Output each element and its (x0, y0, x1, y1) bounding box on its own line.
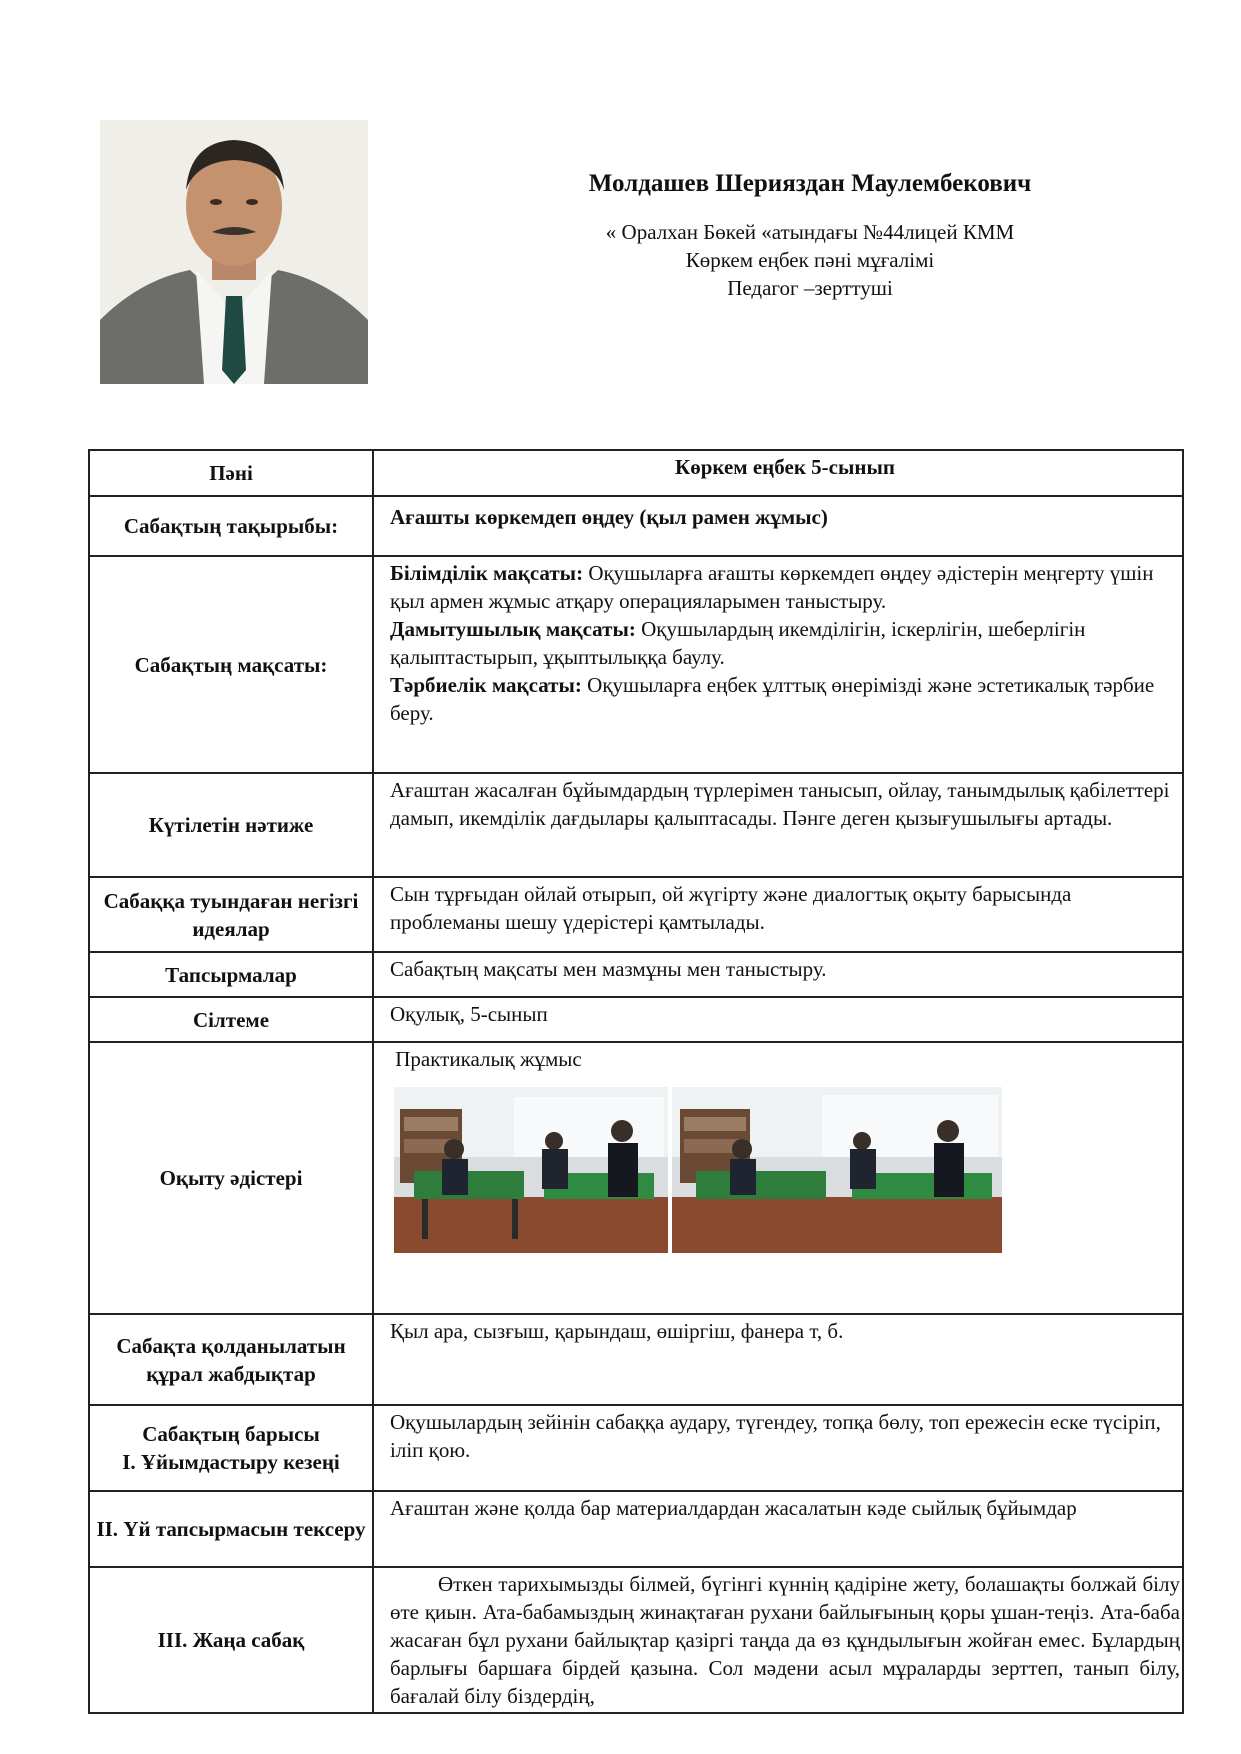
goal-educational (390, 559, 1180, 615)
table-row (89, 997, 1183, 1042)
table-row (89, 952, 1183, 997)
table-row (89, 556, 1183, 773)
goal-educational-text: Оқушыларға ағашты көркемдеп өңдеу әдістерін меңгерту үшін қыл армен жұмыс атқару операцияларымен таныстыру. (390, 561, 1154, 613)
reference-label: Сілтеме (89, 997, 373, 1042)
goal-upbringing-title: Тәрбиелік мақсаты: (390, 673, 582, 697)
stage2-value: Ағаштан және қолда бар материалдардан жасалатын кәде сыйлық бұйымдар (373, 1491, 1183, 1567)
table-row (89, 1042, 1183, 1314)
topic-value: Ағашты көркемдеп өңдеу (қыл рамен жұмыс) (373, 496, 1183, 556)
goal-developmental (390, 615, 1180, 671)
methods-text: Практикалық жұмыс (390, 1047, 582, 1071)
stage1-label (89, 1405, 373, 1491)
stage2-label: ІІ. Үй тапсырмасын тексеру (89, 1491, 373, 1567)
tasks-value: Сабақтың мақсаты мен мазмұны мен таныстыру. (373, 952, 1183, 997)
methods-value (373, 1042, 1183, 1314)
teacher-role: Педагог –зерттуші (727, 276, 893, 300)
stage3-value: Өткен тарихымызды білмей, бүгінгі күннің қадіріне жету, болашақты болжай білу өте қиын. Ата-бабамыздың жинақтаған рухани байлығының қоры ұшан-теңіз. Ата-баба жасаған бұл рухани байлықтар қазіргі таңда да өз құндылығын жойған емес. Бұлардың барлығы баршаға бірдей қазына. Сол мәдени асыл мұраларды зерттеп, танып білу, бағалай білу біздердің, (373, 1567, 1183, 1713)
teacher-photo (100, 120, 368, 384)
goal-upbringing-text: Оқушыларға еңбек ұлттық өнерімізді және эстетикалық тәрбие беру. (390, 673, 1155, 725)
classroom-photos (394, 1087, 1180, 1253)
lesson-plan-table (88, 449, 1184, 1714)
methods-label: Оқыту әдістері (89, 1042, 373, 1314)
goal-value (373, 556, 1183, 773)
table-row (89, 1491, 1183, 1567)
teacher-position: Көркем еңбек пәні мұғалімі (685, 248, 935, 272)
table-row (89, 450, 1183, 496)
result-value: Ағаштан жасалған бұйымдардың түрлерімен танысып, ойлау, танымдылық қабілеттері дамып, икемділік дағдылары қалыптасады. Пәнге деген қызығушылығы артады. (373, 773, 1183, 877)
school-name: « Оралхан Бөкей «атындағы №44лицей КММ (605, 220, 1015, 244)
goal-developmental-title: Дамытушылық мақсаты: (390, 617, 636, 641)
teacher-name: Молдашев Шерияздан Маулембекович (588, 170, 1032, 197)
goal-label: Сабақтың мақсаты: (89, 556, 373, 773)
subject-label: Пәні (89, 450, 373, 496)
ideas-value: Сын тұрғыдан ойлай отырып, ой жүгірту және диалогтық оқыту барысында проблеманы шешу үдерістері қамтылады. (373, 877, 1183, 952)
goal-upbringing (390, 671, 1180, 727)
table-row (89, 1567, 1183, 1713)
tools-label: Сабақта қолданылатын құрал жабдықтар (89, 1314, 373, 1405)
tasks-label: Тапсырмалар (89, 952, 373, 997)
header-block (470, 170, 1150, 302)
classroom-photo (672, 1087, 1002, 1253)
stage3-label: ІІІ. Жаңа сабақ (89, 1567, 373, 1713)
ideas-label: Сабаққа туындаған негізгі идеялар (89, 877, 373, 952)
subject-value: Көркем еңбек 5-сынып (373, 450, 1183, 496)
goal-educational-title: Білімділік мақсаты: (390, 561, 584, 585)
classroom-photo (394, 1087, 668, 1253)
stage1-label-sub: І. Ұйымдастыру кезеңі (122, 1450, 340, 1474)
stage1-label-main: Сабақтың барысы (142, 1422, 320, 1446)
goal-developmental-text: Оқушылардың икемділігін, іскерлігін, шеберлігін қалыптастырып, ұқыптылыққа баулу. (390, 617, 1086, 669)
table-row (89, 1314, 1183, 1405)
tools-value: Қыл ара, сызғыш, қарындаш, өшіргіш, фанера т, б. (373, 1314, 1183, 1405)
table-row (89, 496, 1183, 556)
table-row (89, 773, 1183, 877)
result-label: Күтілетін нәтиже (89, 773, 373, 877)
stage1-value: Оқушылардың зейінін сабаққа аудару, түгендеу, топқа бөлу, топ ережесін еске түсіріп, іліп қою. (373, 1405, 1183, 1491)
topic-label: Сабақтың тақырыбы: (89, 496, 373, 556)
reference-value: Оқулық, 5-сынып (373, 997, 1183, 1042)
table-row (89, 1405, 1183, 1491)
table-row (89, 877, 1183, 952)
